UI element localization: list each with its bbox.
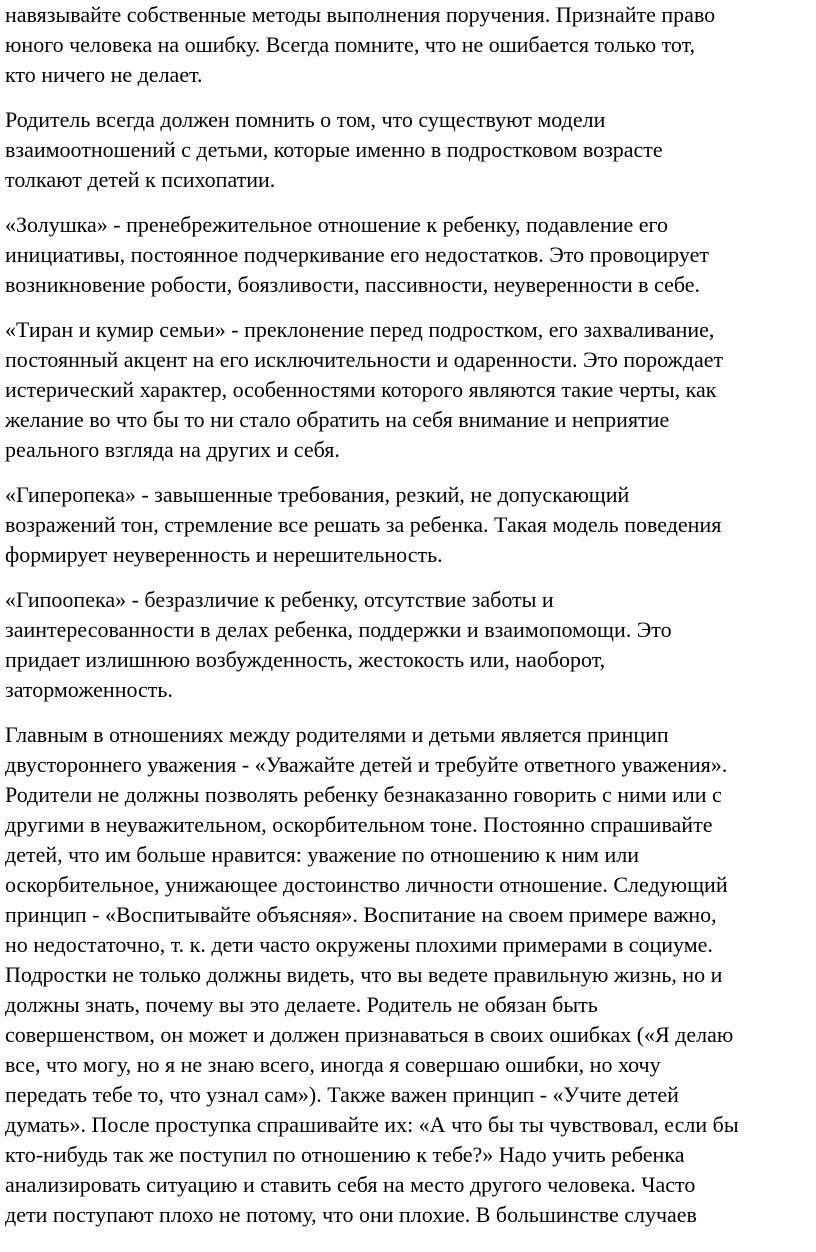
text-line: реального взгляда на других и себя. (5, 437, 340, 462)
text-line: но недостаточно, т. к. дети часто окружены плохими примерами в социуме. (5, 932, 713, 957)
text-line: детей, что им больше нравится: уважение по отношению к ним или (5, 842, 639, 867)
text-line: придает излишнюю возбужденность, жестокость или, наоборот, (5, 647, 606, 672)
text-line: заторможенность. (5, 677, 173, 702)
text-line: двустороннего уважения - «Уважайте детей и требуйте ответного уважения». (5, 752, 728, 777)
text-line: возражений тон, стремление все решать за ребенка. Такая модель поведения (5, 512, 722, 537)
text-line: взаимоотношений с детьми, которые именно в подростковом возрасте (5, 137, 663, 162)
text-line: анализировать ситуацию и ставить себя на место другого человека. Часто (5, 1172, 696, 1197)
text-line: Подростки не только должны видеть, что вы ведете правильную жизнь, но и (5, 962, 723, 987)
text-line: должны знать, почему вы это делаете. Родитель не обязан быть (5, 992, 598, 1017)
text-line: постоянный акцент на его исключительности и одаренности. Это порождает (5, 347, 724, 372)
text-line: передать тебе то, что узнал сам»). Также важен принцип - «Учите детей (5, 1082, 679, 1107)
text-line: другими в неуважительном, оскорбительном тоне. Постоянно спрашивайте (5, 812, 713, 837)
text-line: оскорбительное, унижающее достоинство личности отношение. Следующий (5, 872, 728, 897)
text-line: Родители не должны позволять ребенку безнаказанно говорить с ними или с (5, 782, 722, 807)
paragraph (5, 105, 816, 195)
text-line: совершенством, он может и должен признаваться в своих ошибках («Я делаю (5, 1022, 734, 1047)
text-line: кто ничего не делает. (5, 62, 203, 87)
text-line: навязывайте собственные методы выполнения поручения. Признайте право (5, 2, 716, 27)
paragraph (5, 480, 816, 570)
text-line: истерический характер, особенностями которого являются такие черты, как (5, 377, 717, 402)
paragraph (5, 210, 816, 300)
text-line: кто-нибудь так же поступил по отношению к тебе?» Надо учить ребенка (5, 1142, 685, 1167)
text-line: инициативы, постоянное подчеркивание его недостатков. Это провоцирует (5, 242, 709, 267)
paragraph (5, 720, 816, 1230)
text-line: дети поступают плохо не потому, что они плохие. В большинстве случаев (5, 1202, 697, 1227)
paragraph (5, 585, 816, 705)
text-line: заинтересованности в делах ребенка, поддержки и взаимопомощи. Это (5, 617, 672, 642)
text-line: толкают детей к психопатии. (5, 167, 276, 192)
document-body (5, 0, 816, 1245)
text-line: «Гиперопека» - завышенные требования, резкий, не допускающий (5, 482, 630, 507)
text-line: желание во что бы то ни стало обратить на себя внимание и неприятие (5, 407, 670, 432)
text-line: «Тиран и кумир семьи» - преклонение перед подростком, его захваливание, (5, 317, 715, 342)
text-line: возникновение робости, боязливости, пассивности, неуверенности в себе. (5, 272, 701, 297)
text-line: Родитель всегда должен помнить о том, что существуют модели (5, 107, 606, 132)
text-line: формирует неуверенность и нерешительность. (5, 542, 443, 567)
text-line: «Золушка» - пренебрежительное отношение к ребенку, подавление его (5, 212, 668, 237)
text-line: Главным в отношениях между родителями и детьми является принцип (5, 722, 669, 747)
text-line: думать». После проступка спрашивайте их: «А что бы ты чувствовал, если бы (5, 1112, 739, 1137)
paragraph (5, 315, 816, 465)
text-line: все, что могу, но я не знаю всего, иногда я совершаю ошибки, но хочу (5, 1052, 661, 1077)
paragraph (5, 0, 816, 90)
text-line: принцип - «Воспитывайте объясняя». Воспитание на своем примере важно, (5, 902, 717, 927)
text-line: юного человека на ошибку. Всегда помните, что не ошибается только тот, (5, 32, 696, 57)
text-line: «Гипоопека» - безразличие к ребенку, отсутствие заботы и (5, 587, 554, 612)
